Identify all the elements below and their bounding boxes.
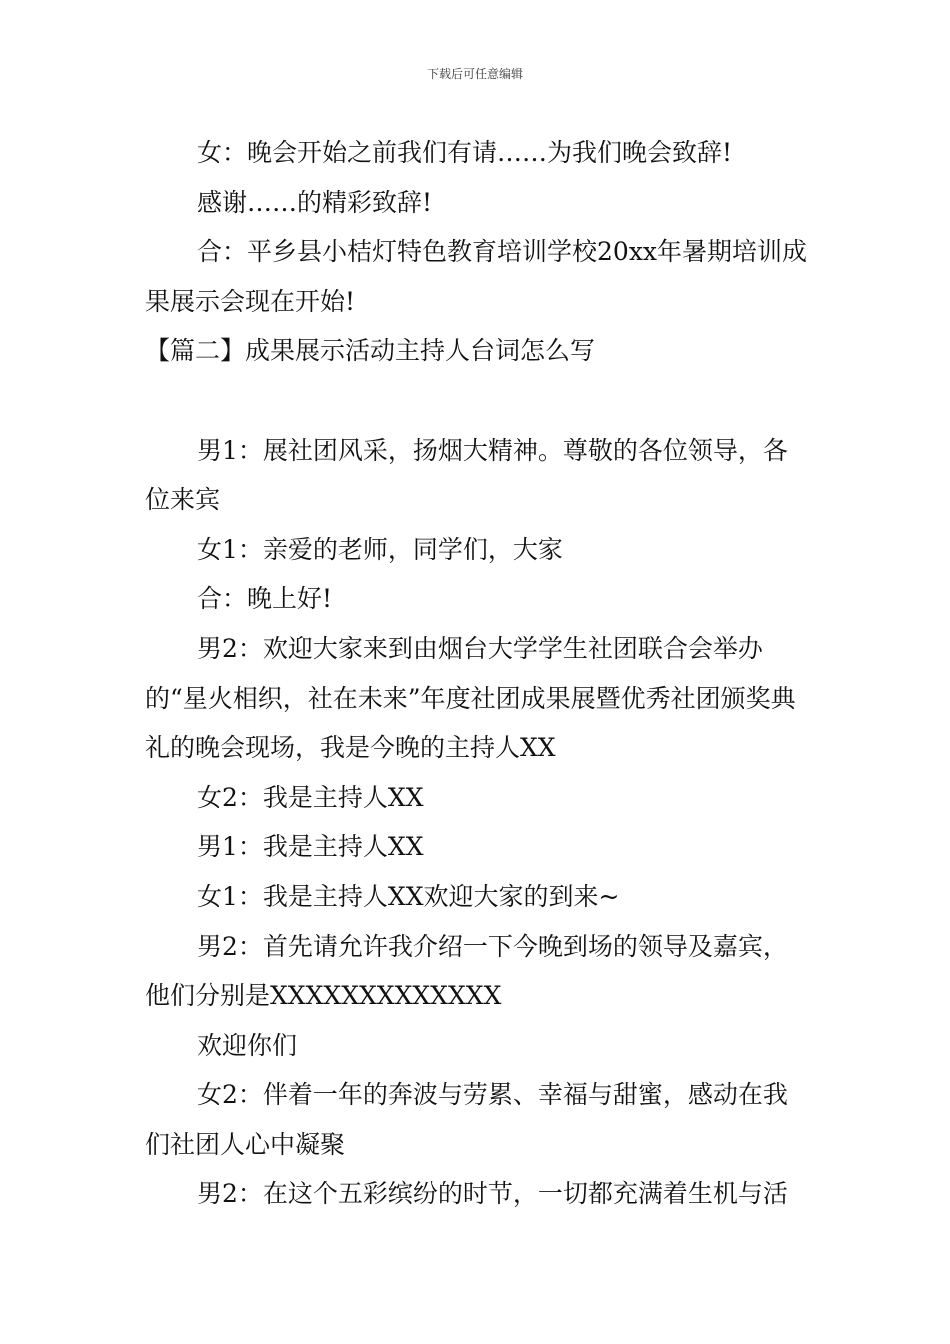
paragraph: 女：晚会开始之前我们有请……为我们晚会致辞! <box>197 138 733 167</box>
paragraph: 女2：伴着一年的奔波与劳累、幸福与甜蜜，感动在我们社团人心中凝聚 <box>145 1080 788 1159</box>
paragraph: 合：晚上好! <box>197 584 333 614</box>
paragraph: 欢迎你们 <box>197 1030 298 1060</box>
paragraph: 合：平乡县小桔灯特色教育培训学校20xx年暑期培训成果展示会现在开始! <box>145 237 808 316</box>
paragraph: 男2：欢迎大家来到由烟台大学学生社团联合会举办的“星火相织，社在未来”年度社团成果展暨优秀社团颁奖典礼的晚会现场，我是今晚的主持人XX <box>145 633 796 763</box>
paragraph: 男1：我是主持人XX <box>197 832 424 862</box>
paragraph: 女1：我是主持人XX欢迎大家的到来~ <box>197 881 620 911</box>
blank-line <box>145 376 810 426</box>
document-body <box>145 128 810 1219</box>
paragraph: 女1：亲爱的老师，同学们，大家 <box>197 534 563 564</box>
paragraph: 男1：展社团风采，扬烟大精神。尊敬的各位领导，各位来宾 <box>145 435 788 515</box>
paragraph: 男2：在这个五彩缤纷的时节，一切都充满着生机与活 <box>197 1179 788 1209</box>
paragraph: 女2：我是主持人XX <box>197 782 424 812</box>
paragraph: 【篇二】成果展示活动主持人台词怎么写 <box>145 336 596 366</box>
paragraph: 男2：首先请允许我介绍一下今晚到场的领导及嘉宾，他们分别是XXXXXXXXXXXXX <box>145 931 788 1011</box>
page-header-note: 下载后可任意编辑 <box>426 67 523 81</box>
paragraph: 感谢……的精彩致辞! <box>197 187 433 217</box>
